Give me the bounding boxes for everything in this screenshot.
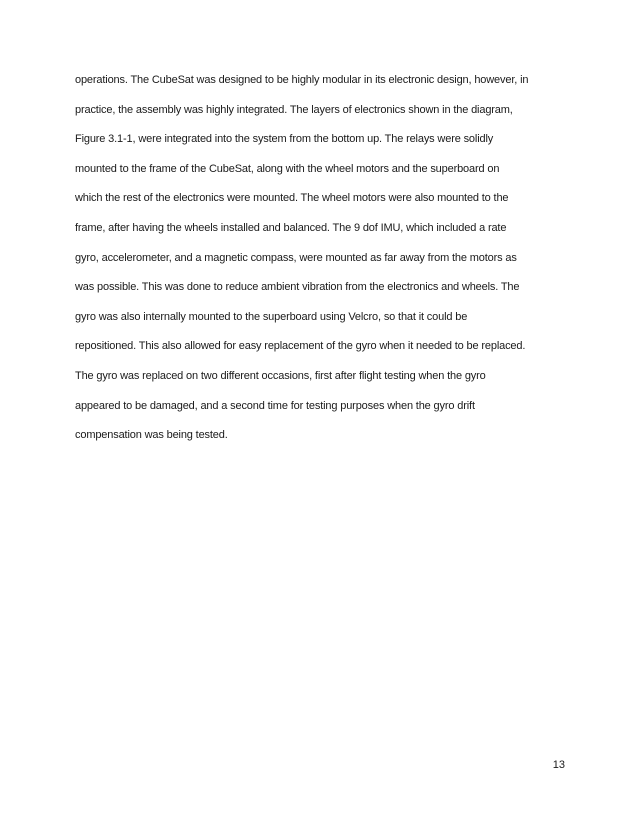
paragraph-line: gyro, accelerometer, and a magnetic compass, were mounted as far away from the motors as bbox=[75, 251, 517, 264]
paragraph-line: gyro was also internally mounted to the superboard using Velcro, so that it could be bbox=[75, 310, 468, 323]
paragraph-line: frame, after having the wheels installed and balanced. The 9 dof IMU, which included a rate bbox=[75, 221, 507, 234]
paragraph-line: mounted to the frame of the CubeSat, along with the wheel motors and the superboard on bbox=[75, 162, 500, 175]
paragraph-line: appeared to be damaged, and a second time for testing purposes when the gyro drift bbox=[75, 399, 475, 412]
body-paragraph bbox=[75, 66, 575, 451]
paragraph-line: The gyro was replaced on two different occasions, first after flight testing when the gyro bbox=[75, 369, 486, 382]
paragraph-line: repositioned. This also allowed for easy replacement of the gyro when it needed to be replaced. bbox=[75, 340, 526, 353]
paragraph-line: compensation was being tested. bbox=[75, 429, 228, 442]
paragraph-line: was possible. This was done to reduce ambient vibration from the electronics and wheels. The bbox=[75, 281, 520, 294]
paragraph-line: practice, the assembly was highly integrated. The layers of electronics shown in the diagram, bbox=[75, 103, 513, 116]
paragraph-line: Figure 3.1-1, were integrated into the system from the bottom up. The relays were solidly bbox=[75, 133, 494, 146]
paragraph-line: which the rest of the electronics were mounted. The wheel motors were also mounted to the bbox=[75, 192, 509, 205]
page-number: 13 bbox=[552, 759, 565, 771]
paragraph-line: operations. The CubeSat was designed to be highly modular in its electronic design, however, in bbox=[75, 74, 529, 86]
